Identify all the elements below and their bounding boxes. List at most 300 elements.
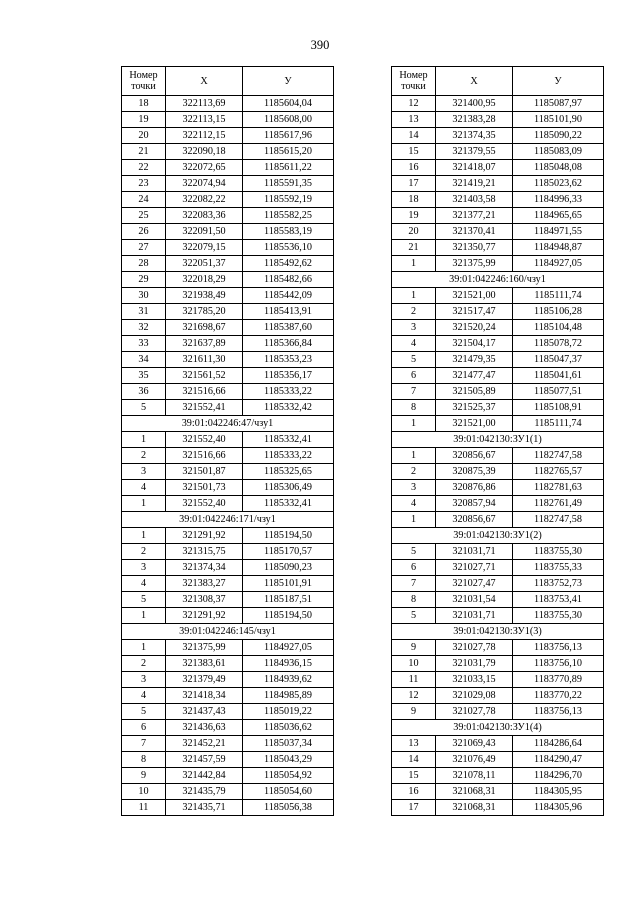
point-number-cell: 8 — [392, 592, 436, 608]
header-x: Х — [166, 67, 243, 96]
coordinates-table-right — [391, 66, 604, 816]
y-coordinate-cell: 1185332,41 — [243, 432, 334, 448]
x-coordinate-cell: 320857,94 — [436, 496, 513, 512]
table-row — [122, 176, 334, 192]
point-number-cell: 18 — [122, 96, 166, 112]
table-row — [122, 448, 334, 464]
point-number-cell: 25 — [122, 208, 166, 224]
point-number-cell: 5 — [122, 592, 166, 608]
table-row — [392, 368, 604, 384]
x-coordinate-cell: 321785,20 — [166, 304, 243, 320]
y-coordinate-cell: 1185615,20 — [243, 144, 334, 160]
x-coordinate-cell: 320856,67 — [436, 448, 513, 464]
table-row — [392, 336, 604, 352]
point-number-cell: 5 — [392, 544, 436, 560]
x-coordinate-cell: 321291,92 — [166, 528, 243, 544]
point-number-cell: 20 — [392, 224, 436, 240]
table-row — [392, 112, 604, 128]
table-row — [122, 288, 334, 304]
point-number-cell: 11 — [392, 672, 436, 688]
x-coordinate-cell: 321031,54 — [436, 592, 513, 608]
x-coordinate-cell: 321479,35 — [436, 352, 513, 368]
x-coordinate-cell: 321561,52 — [166, 368, 243, 384]
x-coordinate-cell: 321505,89 — [436, 384, 513, 400]
parcel-cadastral-number: 39:01:042130:ЗУ1(2) — [392, 528, 604, 544]
y-coordinate-cell: 1184939,62 — [243, 672, 334, 688]
x-coordinate-cell: 321076,49 — [436, 752, 513, 768]
point-number-cell: 7 — [392, 384, 436, 400]
table-row — [392, 688, 604, 704]
table-row — [392, 176, 604, 192]
parcel-section-row — [392, 624, 604, 640]
y-coordinate-cell: 1184290,47 — [513, 752, 604, 768]
y-coordinate-cell: 1184296,70 — [513, 768, 604, 784]
x-coordinate-cell: 322082,22 — [166, 192, 243, 208]
x-coordinate-cell: 321291,92 — [166, 608, 243, 624]
y-coordinate-cell: 1185583,19 — [243, 224, 334, 240]
point-number-cell: 17 — [392, 800, 436, 816]
table-row — [122, 368, 334, 384]
table-row — [122, 656, 334, 672]
x-coordinate-cell: 321501,87 — [166, 464, 243, 480]
table-row — [392, 672, 604, 688]
point-number-cell: 5 — [392, 352, 436, 368]
x-coordinate-cell: 321517,47 — [436, 304, 513, 320]
table-body-right — [392, 96, 604, 816]
point-number-cell: 1 — [122, 608, 166, 624]
parcel-section-row — [392, 720, 604, 736]
point-number-cell: 9 — [392, 704, 436, 720]
x-coordinate-cell: 321516,66 — [166, 384, 243, 400]
table-row — [392, 784, 604, 800]
y-coordinate-cell: 1182747,58 — [513, 448, 604, 464]
y-coordinate-cell: 1184927,05 — [243, 640, 334, 656]
x-coordinate-cell: 321375,99 — [166, 640, 243, 656]
x-coordinate-cell: 321375,99 — [436, 256, 513, 272]
table-row — [122, 576, 334, 592]
point-number-cell: 2 — [122, 448, 166, 464]
point-number-cell: 9 — [122, 768, 166, 784]
x-coordinate-cell: 321637,89 — [166, 336, 243, 352]
y-coordinate-cell: 1185353,23 — [243, 352, 334, 368]
y-coordinate-cell: 1185111,74 — [513, 416, 604, 432]
point-number-cell: 24 — [122, 192, 166, 208]
table-row — [392, 416, 604, 432]
table-row — [392, 640, 604, 656]
x-coordinate-cell: 320856,67 — [436, 512, 513, 528]
x-coordinate-cell: 321033,15 — [436, 672, 513, 688]
x-coordinate-cell: 321520,24 — [436, 320, 513, 336]
x-coordinate-cell: 321374,34 — [166, 560, 243, 576]
point-number-cell: 35 — [122, 368, 166, 384]
point-number-cell: 5 — [122, 704, 166, 720]
page-number: 390 — [310, 38, 330, 52]
table-row — [122, 528, 334, 544]
y-coordinate-cell: 1184305,96 — [513, 800, 604, 816]
point-number-cell: 22 — [122, 160, 166, 176]
y-coordinate-cell: 1185104,48 — [513, 320, 604, 336]
point-number-cell: 3 — [122, 560, 166, 576]
point-number-cell: 14 — [392, 752, 436, 768]
x-coordinate-cell: 321504,17 — [436, 336, 513, 352]
point-number-cell: 19 — [122, 112, 166, 128]
x-coordinate-cell: 321552,40 — [166, 496, 243, 512]
y-coordinate-cell: 1183756,13 — [513, 704, 604, 720]
point-number-cell: 1 — [122, 496, 166, 512]
x-coordinate-cell: 321068,31 — [436, 784, 513, 800]
y-coordinate-cell: 1185041,61 — [513, 368, 604, 384]
parcel-cadastral-number: 39:01:042246:160/чзу1 — [392, 272, 604, 288]
table-row — [122, 320, 334, 336]
point-number-cell: 11 — [122, 800, 166, 816]
y-coordinate-cell: 1184971,55 — [513, 224, 604, 240]
y-coordinate-cell: 1185356,17 — [243, 368, 334, 384]
point-number-cell: 23 — [122, 176, 166, 192]
point-number-cell: 21 — [392, 240, 436, 256]
x-coordinate-cell: 321442,84 — [166, 768, 243, 784]
point-number-cell: 29 — [122, 272, 166, 288]
point-number-cell: 4 — [122, 576, 166, 592]
x-coordinate-cell: 321418,07 — [436, 160, 513, 176]
x-coordinate-cell: 322072,65 — [166, 160, 243, 176]
y-coordinate-cell: 1184305,95 — [513, 784, 604, 800]
point-number-cell: 17 — [392, 176, 436, 192]
table-row — [122, 768, 334, 784]
y-coordinate-cell: 1185325,65 — [243, 464, 334, 480]
table-row — [122, 608, 334, 624]
table-row — [122, 592, 334, 608]
point-number-cell: 3 — [392, 320, 436, 336]
point-number-cell: 9 — [392, 640, 436, 656]
point-number-cell: 33 — [122, 336, 166, 352]
parcel-section-row — [392, 432, 604, 448]
x-coordinate-cell: 321377,21 — [436, 208, 513, 224]
table-row — [122, 272, 334, 288]
parcel-cadastral-number: 39:01:042130:ЗУ1(4) — [392, 720, 604, 736]
point-number-cell: 1 — [122, 432, 166, 448]
y-coordinate-cell: 1185536,10 — [243, 240, 334, 256]
x-coordinate-cell: 321611,30 — [166, 352, 243, 368]
x-coordinate-cell: 321525,37 — [436, 400, 513, 416]
point-number-cell: 30 — [122, 288, 166, 304]
x-coordinate-cell: 321383,27 — [166, 576, 243, 592]
table-row — [122, 304, 334, 320]
y-coordinate-cell: 1183770,89 — [513, 672, 604, 688]
table-row — [392, 592, 604, 608]
x-coordinate-cell: 321552,41 — [166, 400, 243, 416]
y-coordinate-cell: 1185111,74 — [513, 288, 604, 304]
x-coordinate-cell: 322112,15 — [166, 128, 243, 144]
point-number-cell: 15 — [392, 144, 436, 160]
table-row — [122, 240, 334, 256]
coordinates-table-left — [121, 66, 334, 816]
y-coordinate-cell: 1183756,13 — [513, 640, 604, 656]
table-row — [122, 208, 334, 224]
table-row — [392, 496, 604, 512]
y-coordinate-cell: 1185108,91 — [513, 400, 604, 416]
point-number-cell: 2 — [392, 464, 436, 480]
table-row — [122, 688, 334, 704]
parcel-cadastral-number: 39:01:042246:47/чзу1 — [122, 416, 334, 432]
parcel-section-row — [122, 512, 334, 528]
x-coordinate-cell: 321435,79 — [166, 784, 243, 800]
y-coordinate-cell: 1185306,49 — [243, 480, 334, 496]
y-coordinate-cell: 1185492,62 — [243, 256, 334, 272]
parcel-cadastral-number: 39:01:042130:ЗУ1(1) — [392, 432, 604, 448]
y-coordinate-cell: 1185608,00 — [243, 112, 334, 128]
table-row — [392, 768, 604, 784]
table-row — [122, 496, 334, 512]
point-number-cell: 12 — [392, 96, 436, 112]
point-number-cell: 36 — [122, 384, 166, 400]
table-body-left — [122, 96, 334, 816]
table-row — [392, 384, 604, 400]
header-x: Х — [436, 67, 513, 96]
table-row — [122, 720, 334, 736]
x-coordinate-cell: 321477,47 — [436, 368, 513, 384]
y-coordinate-cell: 1185333,22 — [243, 448, 334, 464]
table-row — [122, 432, 334, 448]
x-coordinate-cell: 322074,94 — [166, 176, 243, 192]
table-row — [122, 480, 334, 496]
point-number-cell: 20 — [122, 128, 166, 144]
table-row — [122, 704, 334, 720]
y-coordinate-cell: 1182781,63 — [513, 480, 604, 496]
parcel-section-row — [392, 272, 604, 288]
x-coordinate-cell: 321521,00 — [436, 288, 513, 304]
y-coordinate-cell: 1183770,22 — [513, 688, 604, 704]
table-row — [122, 256, 334, 272]
table-row — [392, 464, 604, 480]
y-coordinate-cell: 1182761,49 — [513, 496, 604, 512]
y-coordinate-cell: 1185087,97 — [513, 96, 604, 112]
y-coordinate-cell: 1185083,09 — [513, 144, 604, 160]
y-coordinate-cell: 1185047,37 — [513, 352, 604, 368]
y-coordinate-cell: 1184286,64 — [513, 736, 604, 752]
point-number-cell: 13 — [392, 112, 436, 128]
table-row — [122, 96, 334, 112]
x-coordinate-cell: 321418,34 — [166, 688, 243, 704]
y-coordinate-cell: 1183755,30 — [513, 608, 604, 624]
y-coordinate-cell: 1184948,87 — [513, 240, 604, 256]
point-number-cell: 15 — [392, 768, 436, 784]
table-row — [392, 560, 604, 576]
y-coordinate-cell: 1185054,92 — [243, 768, 334, 784]
x-coordinate-cell: 322090,18 — [166, 144, 243, 160]
table-row — [392, 704, 604, 720]
x-coordinate-cell: 322018,29 — [166, 272, 243, 288]
y-coordinate-cell: 1185332,41 — [243, 496, 334, 512]
y-coordinate-cell: 1185019,22 — [243, 704, 334, 720]
table-row — [392, 352, 604, 368]
table-row — [122, 544, 334, 560]
y-coordinate-cell: 1183755,30 — [513, 544, 604, 560]
x-coordinate-cell: 321516,66 — [166, 448, 243, 464]
table-row — [122, 224, 334, 240]
table-row — [122, 352, 334, 368]
table-row — [392, 448, 604, 464]
x-coordinate-cell: 321027,71 — [436, 560, 513, 576]
table-row — [392, 736, 604, 752]
table-row — [122, 640, 334, 656]
point-number-cell: 4 — [392, 336, 436, 352]
y-coordinate-cell: 1183753,41 — [513, 592, 604, 608]
y-coordinate-cell: 1185101,90 — [513, 112, 604, 128]
x-coordinate-cell: 321027,47 — [436, 576, 513, 592]
table-row — [122, 160, 334, 176]
x-coordinate-cell: 320876,86 — [436, 480, 513, 496]
y-coordinate-cell: 1185036,62 — [243, 720, 334, 736]
y-coordinate-cell: 1183755,33 — [513, 560, 604, 576]
table-row — [122, 336, 334, 352]
table-row — [392, 656, 604, 672]
point-number-cell: 10 — [122, 784, 166, 800]
table-row — [392, 752, 604, 768]
x-coordinate-cell: 322083,36 — [166, 208, 243, 224]
x-coordinate-cell: 321031,71 — [436, 608, 513, 624]
point-number-cell: 32 — [122, 320, 166, 336]
table-row — [392, 128, 604, 144]
point-number-cell: 1 — [392, 288, 436, 304]
point-number-cell: 8 — [122, 752, 166, 768]
table-row — [122, 400, 334, 416]
x-coordinate-cell: 321068,31 — [436, 800, 513, 816]
x-coordinate-cell: 321069,43 — [436, 736, 513, 752]
x-coordinate-cell: 321383,61 — [166, 656, 243, 672]
x-coordinate-cell: 321437,43 — [166, 704, 243, 720]
point-number-cell: 4 — [122, 480, 166, 496]
table-row — [122, 736, 334, 752]
table-row — [122, 144, 334, 160]
table-header-row — [122, 67, 334, 96]
table-row — [122, 384, 334, 400]
x-coordinate-cell: 322091,50 — [166, 224, 243, 240]
point-number-cell: 4 — [392, 496, 436, 512]
x-coordinate-cell: 321435,71 — [166, 800, 243, 816]
x-coordinate-cell: 321078,11 — [436, 768, 513, 784]
point-number-cell: 34 — [122, 352, 166, 368]
point-number-cell: 6 — [122, 720, 166, 736]
x-coordinate-cell: 321452,21 — [166, 736, 243, 752]
x-coordinate-cell: 322113,15 — [166, 112, 243, 128]
y-coordinate-cell: 1184985,89 — [243, 688, 334, 704]
table-row — [122, 784, 334, 800]
table-row — [392, 480, 604, 496]
y-coordinate-cell: 1184936,15 — [243, 656, 334, 672]
point-number-cell: 7 — [122, 736, 166, 752]
table-row — [392, 320, 604, 336]
x-coordinate-cell: 321400,95 — [436, 96, 513, 112]
y-coordinate-cell: 1185194,50 — [243, 528, 334, 544]
table-row — [122, 672, 334, 688]
header-y: У — [513, 67, 604, 96]
x-coordinate-cell: 321029,08 — [436, 688, 513, 704]
x-coordinate-cell: 321027,78 — [436, 640, 513, 656]
point-number-cell: 3 — [392, 480, 436, 496]
y-coordinate-cell: 1185090,22 — [513, 128, 604, 144]
y-coordinate-cell: 1185054,60 — [243, 784, 334, 800]
x-coordinate-cell: 322051,37 — [166, 256, 243, 272]
point-number-cell: 16 — [392, 784, 436, 800]
y-coordinate-cell: 1185604,04 — [243, 96, 334, 112]
point-number-cell: 31 — [122, 304, 166, 320]
x-coordinate-cell: 321698,67 — [166, 320, 243, 336]
x-coordinate-cell: 321938,49 — [166, 288, 243, 304]
point-number-cell: 6 — [392, 560, 436, 576]
point-number-cell: 5 — [392, 608, 436, 624]
x-coordinate-cell: 321031,71 — [436, 544, 513, 560]
table-row — [392, 160, 604, 176]
point-number-cell: 2 — [122, 656, 166, 672]
table-row — [392, 576, 604, 592]
table-row — [392, 224, 604, 240]
x-coordinate-cell: 320875,39 — [436, 464, 513, 480]
point-number-cell: 10 — [392, 656, 436, 672]
point-number-cell: 12 — [392, 688, 436, 704]
x-coordinate-cell: 321403,58 — [436, 192, 513, 208]
x-coordinate-cell: 321308,37 — [166, 592, 243, 608]
y-coordinate-cell: 1185332,42 — [243, 400, 334, 416]
table-row — [122, 112, 334, 128]
point-number-cell: 26 — [122, 224, 166, 240]
point-number-cell: 3 — [122, 672, 166, 688]
table-row — [392, 256, 604, 272]
table-row — [392, 208, 604, 224]
point-number-cell: 2 — [392, 304, 436, 320]
y-coordinate-cell: 1185387,60 — [243, 320, 334, 336]
y-coordinate-cell: 1185617,96 — [243, 128, 334, 144]
table-row — [122, 752, 334, 768]
y-coordinate-cell: 1185591,35 — [243, 176, 334, 192]
x-coordinate-cell: 321031,79 — [436, 656, 513, 672]
y-coordinate-cell: 1185333,22 — [243, 384, 334, 400]
y-coordinate-cell: 1185106,28 — [513, 304, 604, 320]
x-coordinate-cell: 321370,41 — [436, 224, 513, 240]
point-number-cell: 1 — [392, 416, 436, 432]
y-coordinate-cell: 1185170,57 — [243, 544, 334, 560]
x-coordinate-cell: 321027,78 — [436, 704, 513, 720]
x-coordinate-cell: 321457,59 — [166, 752, 243, 768]
point-number-cell: 18 — [392, 192, 436, 208]
y-coordinate-cell: 1183756,10 — [513, 656, 604, 672]
table-row — [122, 800, 334, 816]
header-point-number: Номер точки — [392, 67, 436, 96]
point-number-cell: 1 — [122, 528, 166, 544]
table-row — [392, 544, 604, 560]
x-coordinate-cell: 321379,55 — [436, 144, 513, 160]
y-coordinate-cell: 1185611,22 — [243, 160, 334, 176]
y-coordinate-cell: 1185023,62 — [513, 176, 604, 192]
table-row — [122, 128, 334, 144]
y-coordinate-cell: 1185482,66 — [243, 272, 334, 288]
point-number-cell: 14 — [392, 128, 436, 144]
point-number-cell: 8 — [392, 400, 436, 416]
y-coordinate-cell: 1185078,72 — [513, 336, 604, 352]
x-coordinate-cell: 321501,73 — [166, 480, 243, 496]
point-number-cell: 1 — [392, 256, 436, 272]
x-coordinate-cell: 321383,28 — [436, 112, 513, 128]
table-row — [392, 304, 604, 320]
y-coordinate-cell: 1185442,09 — [243, 288, 334, 304]
x-coordinate-cell: 321419,21 — [436, 176, 513, 192]
y-coordinate-cell: 1182765,57 — [513, 464, 604, 480]
table-row — [392, 400, 604, 416]
table-row — [392, 192, 604, 208]
table-row — [122, 464, 334, 480]
x-coordinate-cell: 321436,63 — [166, 720, 243, 736]
parcel-cadastral-number: 39:01:042130:ЗУ1(3) — [392, 624, 604, 640]
point-number-cell: 19 — [392, 208, 436, 224]
